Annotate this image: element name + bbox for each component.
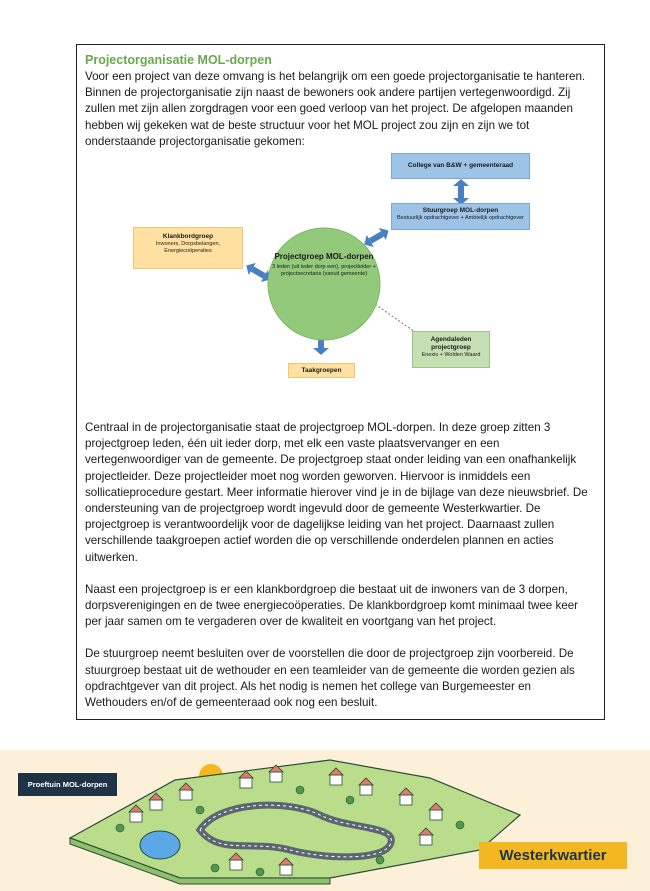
agendaleden-box [412,331,490,368]
proeftuin-badge: Proeftuin MOL-dorpen [18,773,117,796]
projectgroep-circle [268,228,380,340]
klankbordgroep-subtitle: Inwoners, Dorpsbelangen, Energiecoöperaties [155,241,221,255]
dotted-link-agendaleden [372,302,415,332]
agendaleden-title: Agendaleden projectgroep [430,336,472,352]
lake-shape [140,831,180,859]
stuurgroep-title: Stuurgroep MOL-dorpen [422,207,499,215]
college-box [391,153,530,179]
village-illustration [0,750,650,891]
projectgroep-text [270,252,378,278]
content-frame [76,44,605,720]
intro-paragraph: Voor een project van deze omvang is het belangrijk om een goede projectorganisatie te hanteren. Binnen de projectorganisatie zijn naast de bewoners ook andere partijen vertegenwoordigd. Zij zullen met zijn allen zorgdragen voor een goed verloop van het project. De afgelopen maanden hebben wij gekeken wat de beste structuur voor het MOL project zou zijn en zijn we tot onderstaande projectorganisatie gekomen: [85,70,586,148]
section-title: Projectorganisatie MOL-dorpen [85,53,272,67]
agendaleden-subtitle: Enexis + Wolden Waard [421,352,481,359]
taakgroepen-label: Taakgroepen [301,367,342,375]
taakgroepen-box [288,363,355,378]
college-label: College van B&W + gemeenteraad [407,162,514,170]
body-paragraph-2: Naast een projectgroep is er een klankbordgroep die bestaat uit de inwoners van de 3 dorpen, dorpsverenigingen en de twee energiecoöperaties. De klankbordgroep komt minimaal twee keer per jaar samen om te vergaderen over de kwaliteit en voortgang van het project. [85,582,579,629]
projectgroep-title: Projectgroep MOL-dorpen [274,252,374,262]
klankbordgroep-box [133,227,243,269]
projectgroep-subtitle: 3 leden (uit ieder dorp een), projectleider + projectsecretaris (vanuit gemeente) [272,263,376,277]
stuurgroep-subtitle: Bestuurlijk opdrachtgever + Ambtelijk opdrachtgever [396,215,525,222]
klankbordgroep-title: Klankbordgroep [162,233,214,241]
body-paragraph-1: Centraal in de projectorganisatie staat de projectgroep MOL-dorpen. In deze groep zitten 3 projectgroep leden, één uit ieder dorp, met elk een vaste plaatsvervanger en een vertegenwoordiger van de gemeente. De projectgroep staat onder leiding van een onafhankelijk projectleider. Deze projectleider moet nog worden geworven. Hiervoor is inmiddels een sollicatieprocedure gestart. Meer informatie hierover vind je in de bijlage van deze nieuwsbrief. De ondersteuning van de projectgroep wordt ingevuld door de gemeente Westerkwartier. De projectgroep is verantwoordelijk voor de dagelijkse leiding van het project. Daarnaast zullen verschillende taakgroepen actief worden die op verschillende onderdelen plannen en acties uitwerken. [85,421,588,564]
organisation-diagram [85,152,596,414]
westerkwartier-logo: Westerkwartier [479,842,627,869]
stuurgroep-box [391,203,530,230]
arrow-college-stuurgroep [453,179,469,205]
body-paragraph-3: De stuurgroep neemt besluiten over de voorstellen die door de projectgroep zijn voorbereid. De stuurgroep bestaat uit de wethouder en een teamleider van de gemeente die worden gezien als opdrachtgever van dit project. Als het nodig is nemen het college van Burgemeester en Wethouders en/of de gemeenteraad ook nog een besluit. [85,647,575,710]
